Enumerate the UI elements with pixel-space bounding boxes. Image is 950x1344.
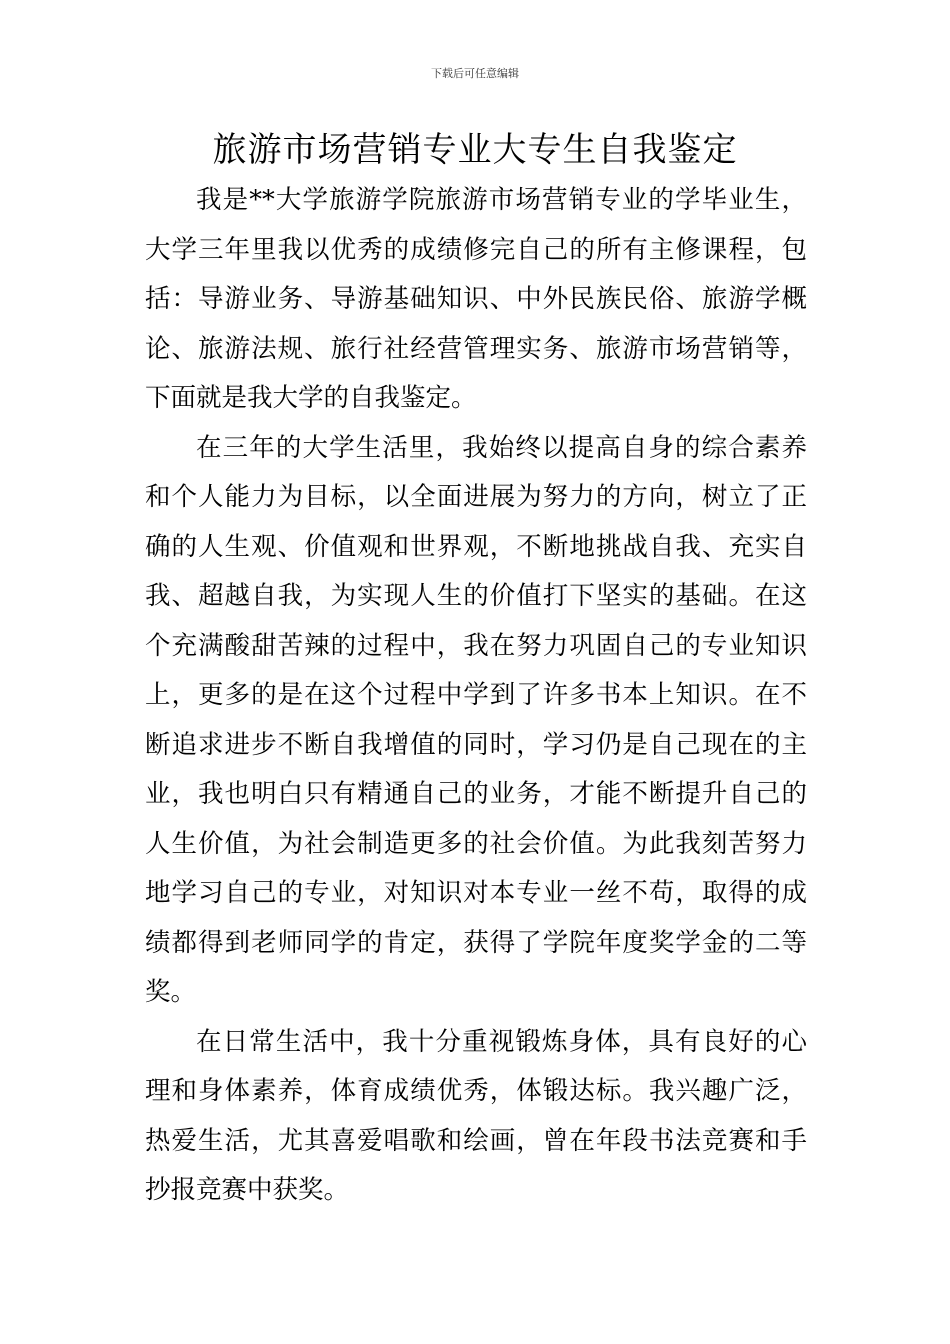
document-body xyxy=(145,176,807,1216)
paragraph-university-life: 在三年的大学生活里，我始终以提高自身的综合素养和个人能力为目标，以全面进展为努力的方向，树立了正确的人生观、价值观和世界观，不断地挑战自我、充实自我、超越自我，为实现人生的价值打下坚实的基础。在这个充满酸甜苦辣的过程中，我在努力巩固自己的专业知识上，更多的是在这个过程中学到了许多书本上知识。在不断追求进步不断自我增值的同时，学习仍是自己现在的主业，我也明白只有精通自己的业务，才能不断提升自己的人生价值，为社会制造更多的社会价值。为此我刻苦努力地学习自己的专业，对知识对本专业一丝不苟，取得的成绩都得到老师同学的肯定，获得了学院年度奖学金的二等奖。 xyxy=(145,432,807,1007)
paragraph-daily-life: 在日常生活中，我十分重视锻炼身体，具有良好的心理和身体素养，体育成绩优秀，体锻达标。我兴趣广泛，热爱生活，尤其喜爱唱歌和绘画，曾在年段书法竞赛和手抄报竞赛中获奖。 xyxy=(145,1026,807,1205)
document-title: 旅游市场营销专业大专生自我鉴定 xyxy=(212,130,738,170)
header-note: 下载后可任意编辑 xyxy=(431,67,519,80)
paragraph-intro: 我是**大学旅游学院旅游市场营销专业的学毕业生，大学三年里我以优秀的成绩修完自己的所有主修课程，包括：导游业务、导游基础知识、中外民族民俗、旅游学概论、旅游法规、旅行社经营管理实务、旅游市场营销等，下面就是我大学的自我鉴定。 xyxy=(145,185,807,413)
